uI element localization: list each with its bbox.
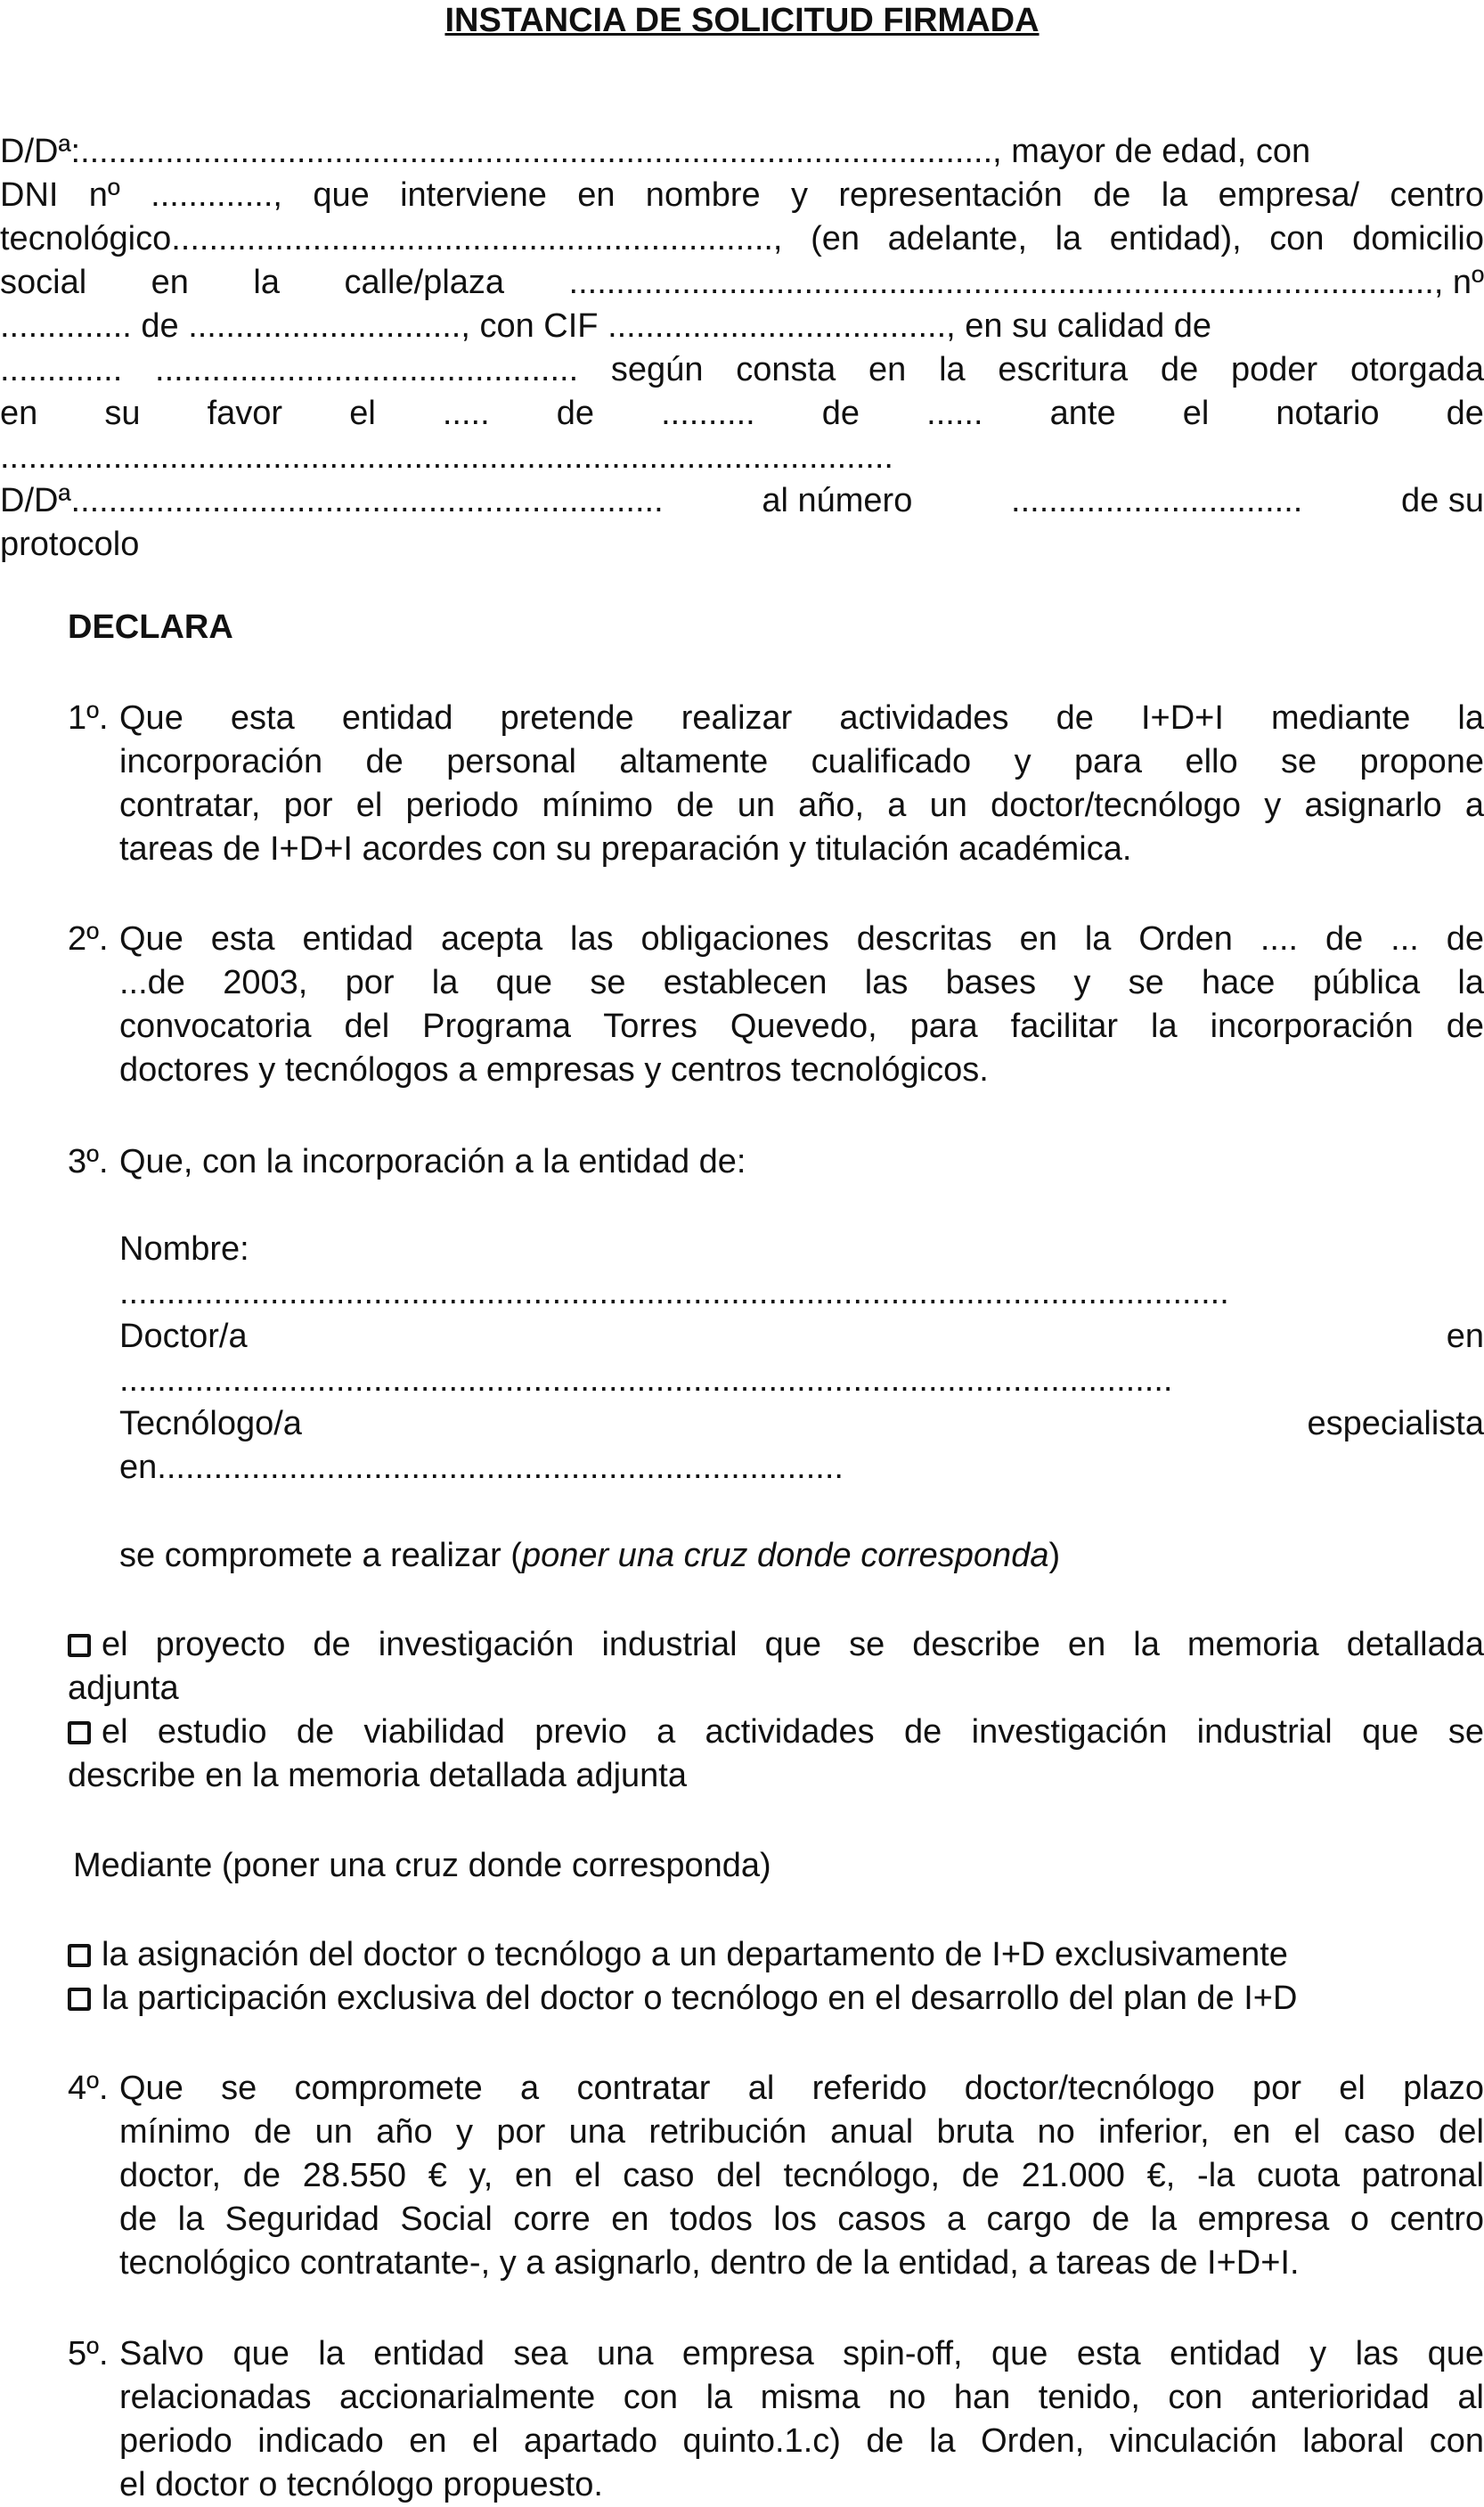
intro-line: ............................................................................................... <box>0 438 893 476</box>
intro-line: DNI nº ............., que interviene en nombre y representación de la empresa/ centro <box>0 176 1484 214</box>
nombre-dots: ...................................................................................................................... <box>119 1274 1229 1311</box>
option-proyecto: el proyecto de investigación industrial que se describe en la memoria detallada adjunta <box>68 1626 1484 1707</box>
mediante-label: Mediante (poner una cruz donde corresponda) <box>73 1847 771 1884</box>
item-number: 1º. <box>68 699 109 737</box>
item-number: 3º. <box>68 1143 109 1180</box>
candidate-fields <box>119 1228 1484 1490</box>
option-asignacion: la asignación del doctor o tecnólogo a un departamento de I+D exclusivamente <box>68 1933 1484 1977</box>
item-text: Salvo que la entidad sea una empresa spin-off, que esta entidad y las que relacionadas accionarialmente con la misma no han tenido, con anterioridad al periodo indicado en el apartado quinto.1.c) de la Orden, vinculación laboral con el doctor o tecnólogo propuesto. <box>119 2335 1484 2503</box>
intro-line: D/Dª............................................................... al número ............................... de su <box>0 482 1484 519</box>
item-text: Que se compromete a contratar al referido doctor/tecnólogo por el plazo mínimo de un año y por una retribución anual bruta no inferior, en el caso del doctor, de 28.550 € y, en el caso del tecnólogo, de 21.000 €, -la cuota patronal de la Seguridad Social corre en todos los casos a cargo de la empresa o centro tecnológico contratante-, y a asignarlo, dentro de la entidad, a tareas de I+D+I. <box>119 2070 1484 2282</box>
intro-line: D/Dª:................................................................................................., mayor de edad, con <box>0 133 1311 170</box>
intro-line: tecnológico................................................................, (en adelante, la entidad), con domicilio <box>0 220 1484 257</box>
document-title: INSTANCIA DE SOLICITUD FIRMADA <box>444 2 1040 39</box>
compromete-line: se compromete a realizar (poner una cruz donde corresponda) <box>119 1537 1061 1574</box>
option-estudio: el estudio de viabilidad previo a actividades de investigación industrial que se describe en la memoria detallada adjunta <box>68 1713 1484 1794</box>
item-text: Que esta entidad acepta las obligaciones descritas en la Orden .... de ... de ...de 2003, por la que se establecen las bases y se hace pública la convocatoria del Programa Torres Quevedo, para facilitar la incorporación de doctores y tecnólogos a empresas y centros tecnológicos. <box>119 920 1484 1089</box>
checkbox[interactable] <box>68 1721 91 1744</box>
checkbox[interactable] <box>68 1988 91 2011</box>
option-participacion: la participación exclusiva del doctor o tecnólogo en el desarrollo del plan de I+D <box>68 1977 1484 2021</box>
item-number: 5º. <box>68 2335 109 2372</box>
doctor-dots: ................................................................................................................ <box>119 1361 1173 1399</box>
intro-line: .............. de ............................., con CIF ...................................., en su calidad de <box>0 307 1212 345</box>
tecnologo-line: Tecnólogo/a especialista <box>119 1405 1484 1442</box>
declara-heading: DECLARA <box>68 608 233 646</box>
intro-line: ............. ............................................. según consta en la escritura de poder otorgada <box>0 351 1484 388</box>
intro-paragraph <box>0 130 1484 567</box>
item-number: 4º. <box>68 2070 109 2107</box>
checkbox[interactable] <box>68 1944 91 1967</box>
intro-line: protocolo <box>0 526 140 563</box>
item-number: 2º. <box>68 920 109 958</box>
checkbox[interactable] <box>68 1634 91 1657</box>
item-text: Que esta entidad pretende realizar actividades de I+D+I mediante la incorporación de personal altamente cualificado y para ello se propone contratar, por el periodo mínimo de un año, a un doctor/tecnólogo y asignarlo a tareas de I+D+I acordes con su preparación y titulación académica. <box>119 699 1484 868</box>
doctor-line: Doctor/a en <box>119 1318 1484 1355</box>
nombre-label: Nombre: <box>119 1230 249 1268</box>
especialista-dots: en......................................................................... <box>119 1449 844 1486</box>
item-text: Que, con la incorporación a la entidad de: <box>119 1143 746 1180</box>
intro-line: en su favor el ..... de .......... de ...... ante el notario de <box>0 395 1484 432</box>
intro-line: social en la calle/plaza ............................................................................................, nº <box>0 264 1484 301</box>
